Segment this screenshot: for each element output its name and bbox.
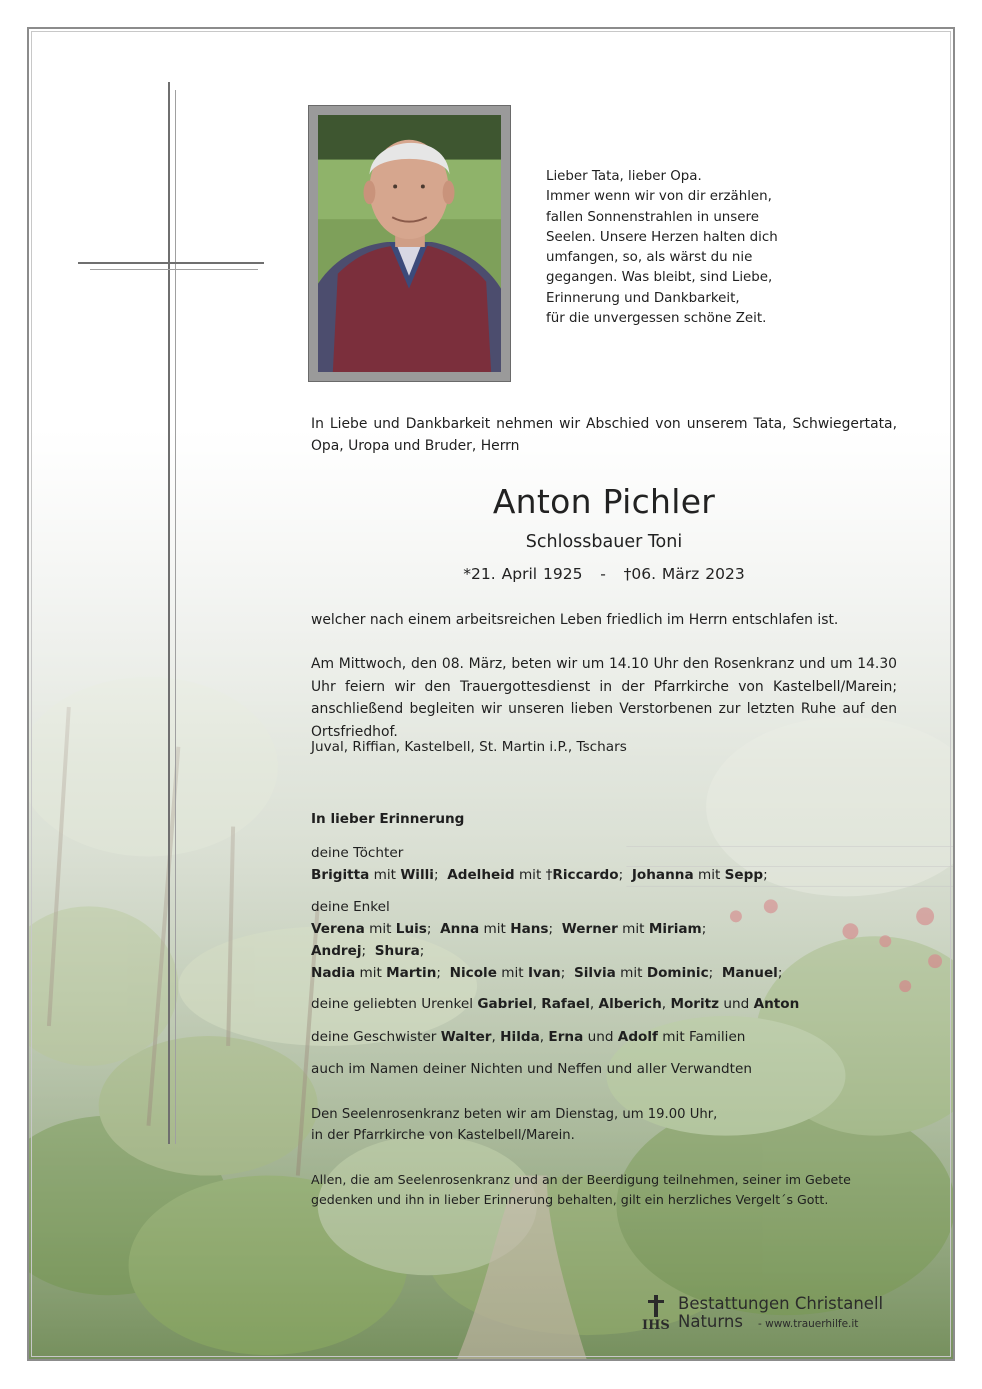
rosary-text xyxy=(311,1104,897,1146)
family-name: Andrej xyxy=(311,943,362,959)
family-conj: mit † xyxy=(518,867,553,883)
family-name: Riccardo xyxy=(552,867,619,883)
life-dates xyxy=(311,565,897,583)
places-text: Juval, Riffian, Kastelbell, St. Martin i.P., Tschars xyxy=(311,739,627,755)
cross-ihs-icon xyxy=(640,1295,672,1331)
deceased-name: Anton Pichler xyxy=(492,482,716,521)
cross-horizontal-bar xyxy=(78,262,264,264)
grandchildren-row: Andrej; Shura; xyxy=(311,943,425,959)
family-name: Willi xyxy=(400,867,434,883)
family-name: Adelheid xyxy=(447,867,515,883)
family-name: Luis xyxy=(395,921,427,937)
family-conj: mit xyxy=(359,965,382,981)
thanks-line: gedenken und ihn in lieber Erinnerung behalten, gilt ein herzliches Vergelt´s Gott. xyxy=(311,1192,829,1207)
daughters-label: deine Töchter xyxy=(311,845,404,861)
family-name: Erna xyxy=(548,1029,584,1045)
family-name: Walter xyxy=(440,1029,492,1045)
family-conj: mit xyxy=(697,867,721,883)
date-separator: - xyxy=(600,565,606,583)
great-grandchildren-line: deine geliebten Urenkel Gabriel, Rafael, Alberich, Moritz und Anton xyxy=(311,996,800,1012)
family-name: Manuel xyxy=(721,965,778,981)
memory-heading: In lieber Erinnerung xyxy=(311,811,465,827)
family-conj: mit xyxy=(622,921,645,937)
great-grandchildren-label: deine geliebten Urenkel xyxy=(311,996,473,1012)
undertaker-website[interactable]: - www.trauerhilfe.it xyxy=(758,1318,859,1330)
intro-text: In Liebe und Dankbarkeit nehmen wir Abschied von unserem Tata, Schwiegertata, Opa, Uropa und Bruder, Herrn xyxy=(311,416,897,454)
family-name: Nicole xyxy=(449,965,497,981)
family-name: Anton xyxy=(753,996,800,1012)
portrait-photo xyxy=(308,105,511,382)
siblings-line: deine Geschwister Walter, Hilda, Erna und Adolf mit Familien xyxy=(311,1029,746,1045)
family-name: Miriam xyxy=(648,921,702,937)
family-name: Silvia xyxy=(573,965,616,981)
family-conj: mit xyxy=(620,965,643,981)
siblings-label: deine Geschwister xyxy=(311,1029,437,1045)
family-name: Johanna xyxy=(631,867,694,883)
cross-horizontal-bar-inner xyxy=(90,269,258,270)
grandchildren-row: Nadia mit Martin; Nicole mit Ivan; Silvia mit Dominic; Manuel; xyxy=(311,965,783,981)
undertaker-name: Bestattungen Christanell xyxy=(678,1294,884,1313)
family-name: Verena xyxy=(311,921,365,937)
grandchildren-block xyxy=(311,896,897,984)
family-name: Adolf xyxy=(617,1029,658,1045)
family-name: Nadia xyxy=(311,965,356,981)
daughters-block xyxy=(311,842,897,886)
family-conj: mit xyxy=(501,965,524,981)
family-name: Hans xyxy=(510,921,549,937)
family-name: Rafael xyxy=(541,996,590,1012)
rosary-line: in der Pfarrkirche von Kastelbell/Marein. xyxy=(311,1128,575,1143)
family-name: Alberich xyxy=(598,996,662,1012)
svg-text:IHS: IHS xyxy=(642,1318,670,1331)
relatives-line: auch im Namen deiner Nichten und Neffen und aller Verwandten xyxy=(311,1061,752,1077)
family-name: Werner xyxy=(561,921,618,937)
grandchildren-label: deine Enkel xyxy=(311,899,390,915)
deceased-nickname: Schlossbauer Toni xyxy=(525,532,683,552)
family-name: Ivan xyxy=(527,965,561,981)
birth-date: *21. April 1925 xyxy=(463,565,583,583)
family-name: Moritz xyxy=(670,996,720,1012)
family-conj: und xyxy=(723,996,750,1012)
funeral-text: Am Mittwoch, den 08. März, beten wir um 14.10 Uhr den Rosenkranz und um 14.30 Uhr feiern wir den Trauergottesdienst in der Pfarrkirche von Kastelbell/Marein; anschließend begleiten wir unseren lieben Verstorbenen zur letzten Ruhe auf den Ortsfriedhof. xyxy=(311,656,897,740)
grandchildren-row: Verena mit Luis; Anna mit Hans; Werner mit Miriam; xyxy=(311,921,707,937)
family-name: Anna xyxy=(440,921,480,937)
undertaker-footer xyxy=(640,1294,910,1334)
family-conj: mit xyxy=(373,867,396,883)
daughters-list: Brigitta mit Willi; Adelheid mit †Riccardo; Johanna mit Sepp; xyxy=(311,867,768,883)
undertaker-place: Naturns xyxy=(678,1312,743,1331)
family-name: Sepp xyxy=(724,867,764,883)
rosary-line: Den Seelenrosenkranz beten wir am Dienstag, um 19.00 Uhr, xyxy=(311,1107,718,1122)
family-conj: mit xyxy=(369,921,392,937)
family-conj: mit xyxy=(483,921,506,937)
cross-vertical-bar xyxy=(168,82,170,1144)
sleep-text: welcher nach einem arbeitsreichen Leben friedlich im Herrn entschlafen ist. xyxy=(311,612,839,628)
siblings-suffix: mit Familien xyxy=(662,1029,746,1045)
thanks-text xyxy=(311,1170,897,1210)
family-name: Brigitta xyxy=(311,867,370,883)
family-name: Dominic xyxy=(646,965,709,981)
family-name: Martin xyxy=(386,965,437,981)
thanks-line: Allen, die am Seelenrosenkranz und an der Beerdigung teilnehmen, seiner im Gebete xyxy=(311,1172,851,1187)
family-name: Hilda xyxy=(500,1029,540,1045)
memorial-poem: Lieber Tata, lieber Opa. Immer wenn wir von dir erzählen, fallen Sonnenstrahlen in unsere Seelen. Unsere Herzen halten dich umfangen, so, als wärst du nie gegangen. Was bleibt, sind Liebe, Erinnerung und Dankbarkeit, für die unvergessen schöne Zeit. xyxy=(546,169,778,327)
death-date: †06. März 2023 xyxy=(623,565,745,583)
family-conj: und xyxy=(587,1029,614,1045)
cross-vertical-bar-inner xyxy=(175,90,176,1144)
family-name: Gabriel xyxy=(477,996,533,1012)
family-name: Shura xyxy=(374,943,420,959)
